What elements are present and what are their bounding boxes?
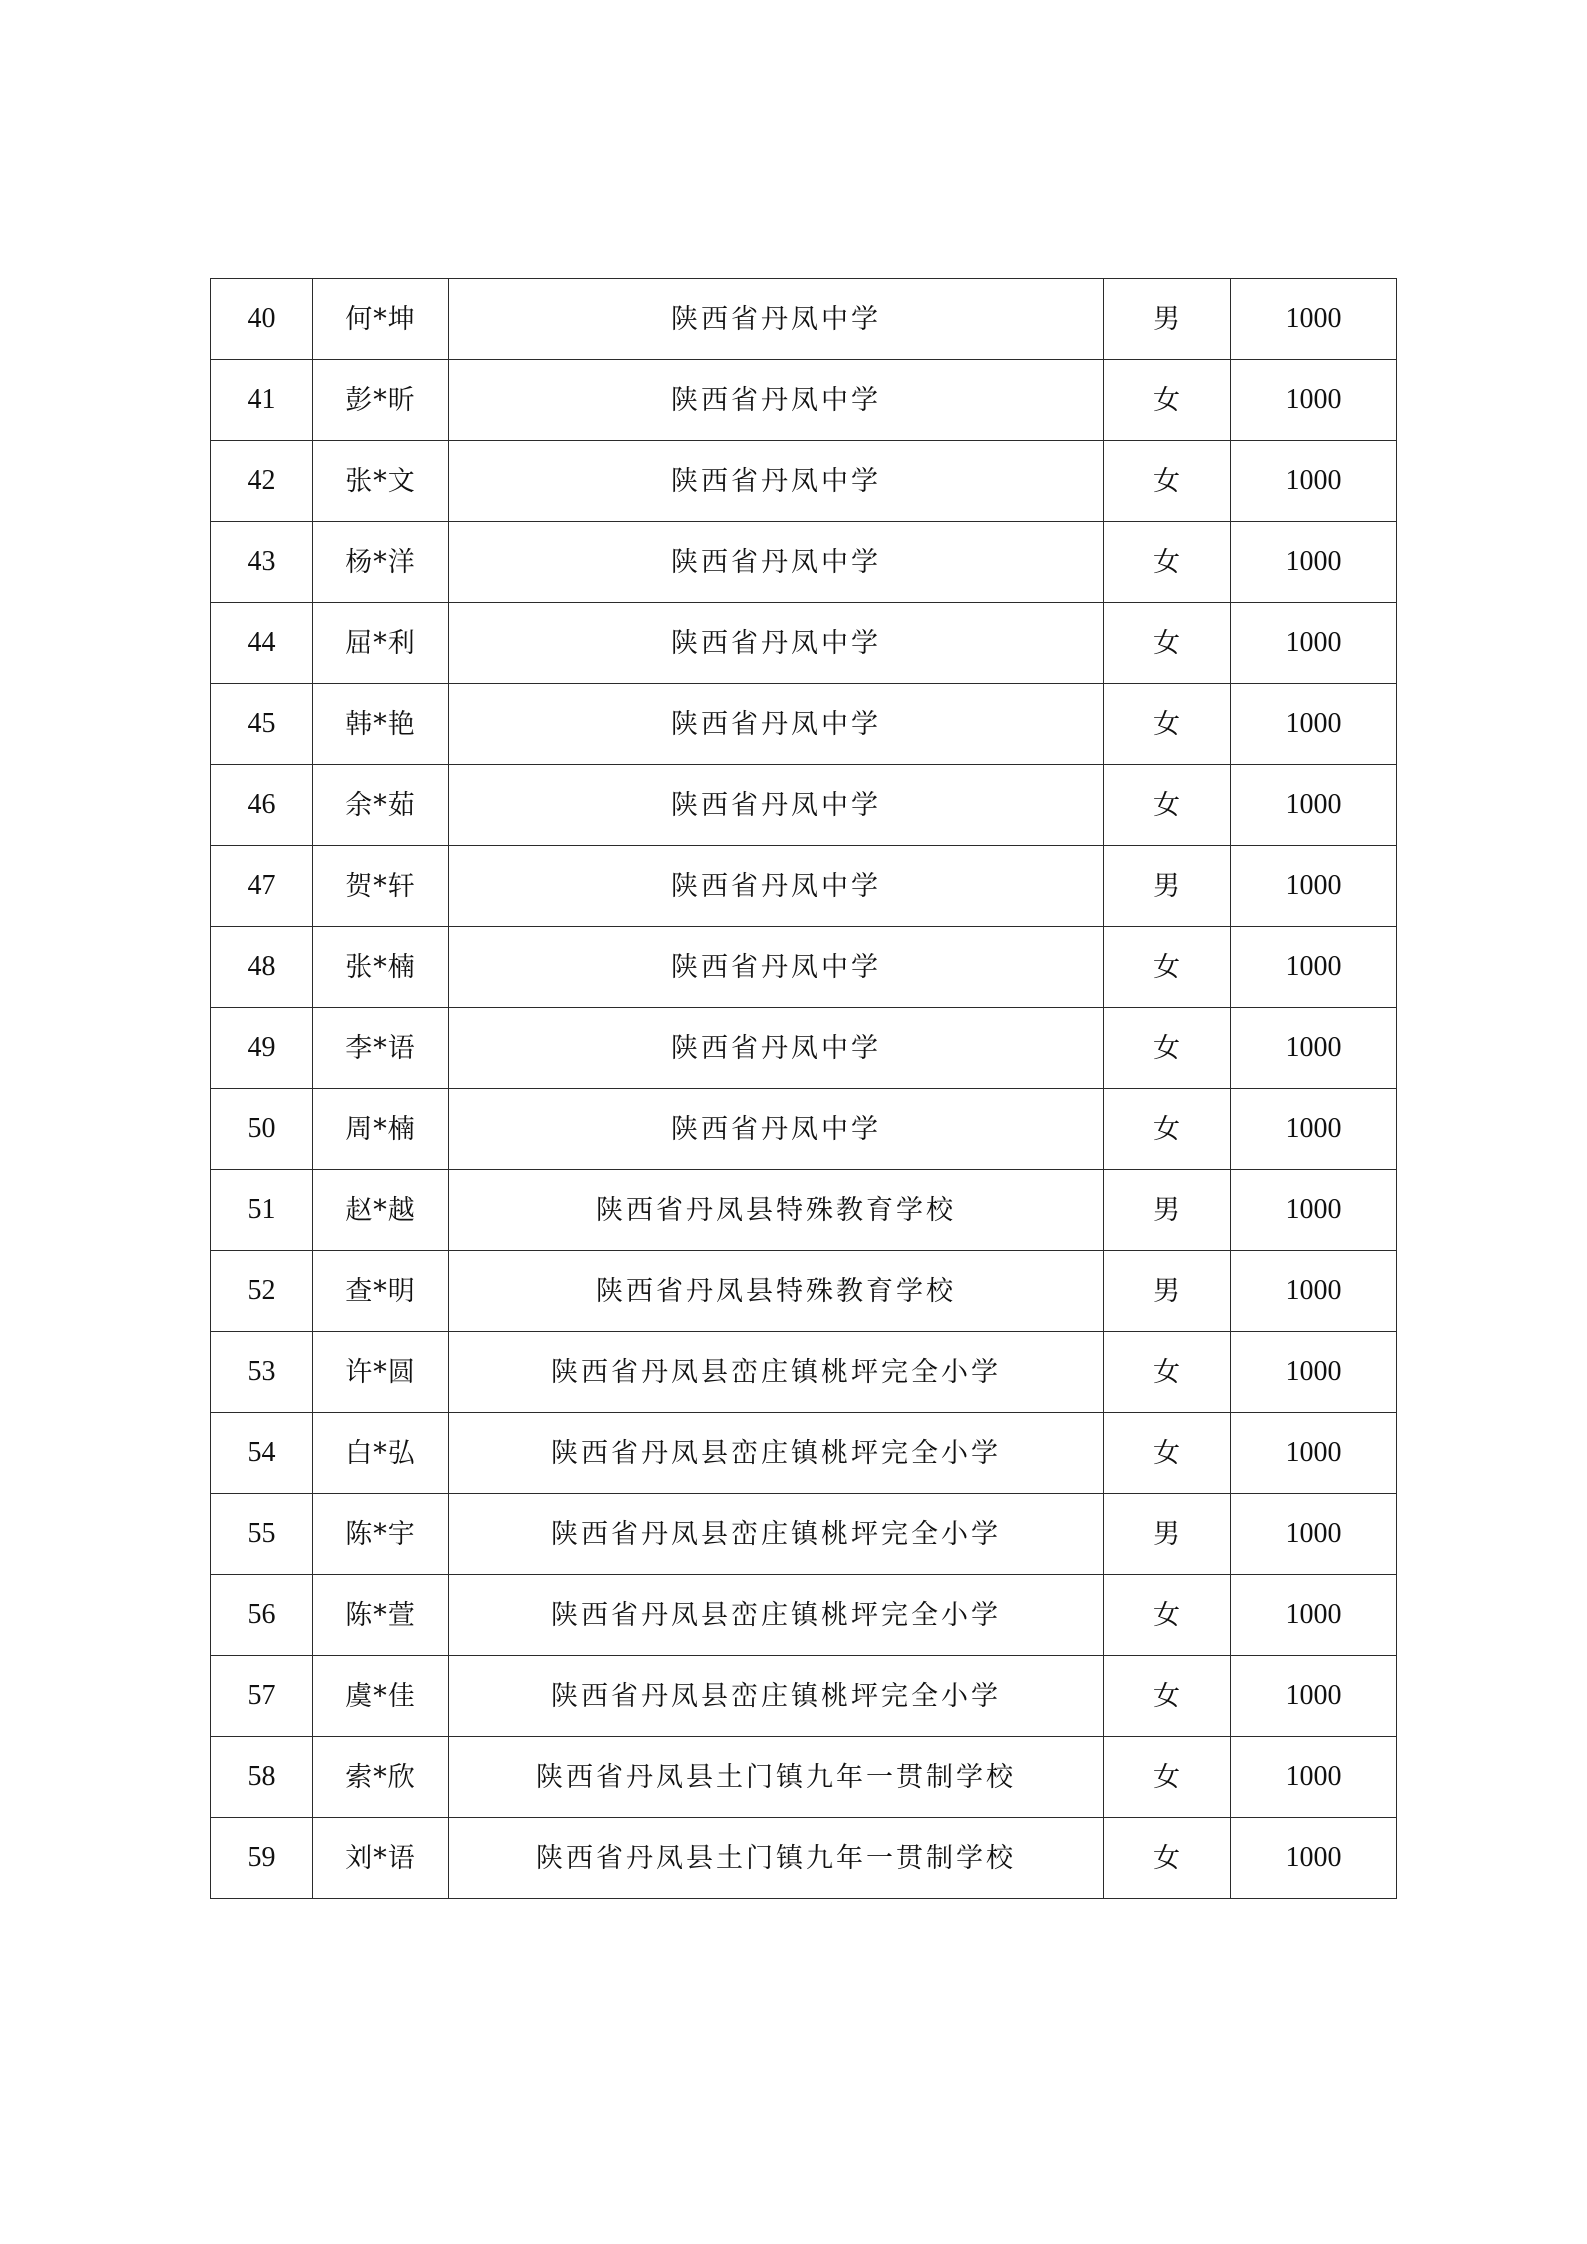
- table-row: [211, 1251, 1397, 1332]
- school-name-cell: 陕西省丹凤中学: [449, 1089, 1104, 1170]
- amount-cell: 1000: [1231, 522, 1397, 603]
- school-name-cell: 陕西省丹凤中学: [449, 927, 1104, 1008]
- gender-cell: 女: [1104, 522, 1231, 603]
- table-row: [211, 1089, 1397, 1170]
- table-row: [211, 927, 1397, 1008]
- table-row: [211, 441, 1397, 522]
- table-row: [211, 684, 1397, 765]
- table-row: [211, 522, 1397, 603]
- table-row: [211, 1575, 1397, 1656]
- school-name-cell: 陕西省丹凤县土门镇九年一贯制学校: [449, 1818, 1104, 1899]
- student-name-cell: 查*明: [313, 1251, 449, 1332]
- gender-cell: 女: [1104, 603, 1231, 684]
- row-index-cell: 46: [211, 765, 313, 846]
- student-name-cell: 许*圆: [313, 1332, 449, 1413]
- gender-cell: 女: [1104, 1008, 1231, 1089]
- table-row: [211, 1413, 1397, 1494]
- amount-cell: 1000: [1231, 1494, 1397, 1575]
- gender-cell: 女: [1104, 1332, 1231, 1413]
- school-name-cell: 陕西省丹凤中学: [449, 279, 1104, 360]
- amount-cell: 1000: [1231, 1575, 1397, 1656]
- student-name-cell: 陈*萱: [313, 1575, 449, 1656]
- gender-cell: 女: [1104, 684, 1231, 765]
- amount-cell: 1000: [1231, 1008, 1397, 1089]
- gender-cell: 女: [1104, 1656, 1231, 1737]
- amount-cell: 1000: [1231, 279, 1397, 360]
- table-row: [211, 1737, 1397, 1818]
- gender-cell: 女: [1104, 1413, 1231, 1494]
- school-name-cell: 陕西省丹凤中学: [449, 441, 1104, 522]
- amount-cell: 1000: [1231, 927, 1397, 1008]
- student-name-cell: 白*弘: [313, 1413, 449, 1494]
- gender-cell: 女: [1104, 1575, 1231, 1656]
- amount-cell: 1000: [1231, 441, 1397, 522]
- gender-cell: 女: [1104, 360, 1231, 441]
- school-name-cell: 陕西省丹凤中学: [449, 846, 1104, 927]
- gender-cell: 男: [1104, 846, 1231, 927]
- gender-cell: 女: [1104, 441, 1231, 522]
- amount-cell: 1000: [1231, 684, 1397, 765]
- row-index-cell: 40: [211, 279, 313, 360]
- row-index-cell: 42: [211, 441, 313, 522]
- row-index-cell: 53: [211, 1332, 313, 1413]
- table-row: [211, 279, 1397, 360]
- school-name-cell: 陕西省丹凤中学: [449, 684, 1104, 765]
- school-name-cell: 陕西省丹凤县特殊教育学校: [449, 1170, 1104, 1251]
- amount-cell: 1000: [1231, 1818, 1397, 1899]
- row-index-cell: 51: [211, 1170, 313, 1251]
- student-name-cell: 张*楠: [313, 927, 449, 1008]
- row-index-cell: 54: [211, 1413, 313, 1494]
- row-index-cell: 49: [211, 1008, 313, 1089]
- row-index-cell: 59: [211, 1818, 313, 1899]
- amount-cell: 1000: [1231, 603, 1397, 684]
- gender-cell: 男: [1104, 1494, 1231, 1575]
- gender-cell: 女: [1104, 1818, 1231, 1899]
- student-name-cell: 何*坤: [313, 279, 449, 360]
- row-index-cell: 45: [211, 684, 313, 765]
- gender-cell: 女: [1104, 927, 1231, 1008]
- table-row: [211, 603, 1397, 684]
- row-index-cell: 44: [211, 603, 313, 684]
- row-index-cell: 58: [211, 1737, 313, 1818]
- amount-cell: 1000: [1231, 765, 1397, 846]
- row-index-cell: 48: [211, 927, 313, 1008]
- table-row: [211, 765, 1397, 846]
- school-name-cell: 陕西省丹凤县峦庄镇桃坪完全小学: [449, 1494, 1104, 1575]
- amount-cell: 1000: [1231, 1170, 1397, 1251]
- table-row: [211, 846, 1397, 927]
- school-name-cell: 陕西省丹凤县峦庄镇桃坪完全小学: [449, 1575, 1104, 1656]
- school-name-cell: 陕西省丹凤中学: [449, 1008, 1104, 1089]
- gender-cell: 女: [1104, 765, 1231, 846]
- table-row: [211, 1494, 1397, 1575]
- row-index-cell: 41: [211, 360, 313, 441]
- amount-cell: 1000: [1231, 1251, 1397, 1332]
- gender-cell: 男: [1104, 1251, 1231, 1332]
- student-name-cell: 余*茹: [313, 765, 449, 846]
- school-name-cell: 陕西省丹凤县土门镇九年一贯制学校: [449, 1737, 1104, 1818]
- student-name-cell: 索*欣: [313, 1737, 449, 1818]
- amount-cell: 1000: [1231, 360, 1397, 441]
- row-index-cell: 50: [211, 1089, 313, 1170]
- table-row: [211, 1332, 1397, 1413]
- school-name-cell: 陕西省丹凤中学: [449, 603, 1104, 684]
- school-name-cell: 陕西省丹凤中学: [449, 360, 1104, 441]
- student-name-cell: 彭*昕: [313, 360, 449, 441]
- student-name-cell: 杨*洋: [313, 522, 449, 603]
- student-name-cell: 屈*利: [313, 603, 449, 684]
- student-name-cell: 虞*佳: [313, 1656, 449, 1737]
- student-name-cell: 刘*语: [313, 1818, 449, 1899]
- student-name-cell: 周*楠: [313, 1089, 449, 1170]
- amount-cell: 1000: [1231, 1089, 1397, 1170]
- amount-cell: 1000: [1231, 1737, 1397, 1818]
- table-row: [211, 1008, 1397, 1089]
- table-row: [211, 1170, 1397, 1251]
- amount-cell: 1000: [1231, 1332, 1397, 1413]
- gender-cell: 女: [1104, 1089, 1231, 1170]
- amount-cell: 1000: [1231, 1656, 1397, 1737]
- student-roster-table: [210, 278, 1397, 1899]
- row-index-cell: 56: [211, 1575, 313, 1656]
- row-index-cell: 55: [211, 1494, 313, 1575]
- table-row: [211, 360, 1397, 441]
- table-row: [211, 1818, 1397, 1899]
- amount-cell: 1000: [1231, 1413, 1397, 1494]
- student-name-cell: 李*语: [313, 1008, 449, 1089]
- roster-body: [211, 279, 1397, 1899]
- row-index-cell: 52: [211, 1251, 313, 1332]
- row-index-cell: 47: [211, 846, 313, 927]
- gender-cell: 男: [1104, 1170, 1231, 1251]
- student-name-cell: 张*文: [313, 441, 449, 522]
- school-name-cell: 陕西省丹凤中学: [449, 522, 1104, 603]
- student-name-cell: 贺*轩: [313, 846, 449, 927]
- school-name-cell: 陕西省丹凤县特殊教育学校: [449, 1251, 1104, 1332]
- gender-cell: 男: [1104, 279, 1231, 360]
- amount-cell: 1000: [1231, 846, 1397, 927]
- school-name-cell: 陕西省丹凤县峦庄镇桃坪完全小学: [449, 1656, 1104, 1737]
- school-name-cell: 陕西省丹凤县峦庄镇桃坪完全小学: [449, 1332, 1104, 1413]
- student-name-cell: 韩*艳: [313, 684, 449, 765]
- student-name-cell: 陈*宇: [313, 1494, 449, 1575]
- row-index-cell: 57: [211, 1656, 313, 1737]
- table-row: [211, 1656, 1397, 1737]
- school-name-cell: 陕西省丹凤县峦庄镇桃坪完全小学: [449, 1413, 1104, 1494]
- school-name-cell: 陕西省丹凤中学: [449, 765, 1104, 846]
- student-name-cell: 赵*越: [313, 1170, 449, 1251]
- gender-cell: 女: [1104, 1737, 1231, 1818]
- row-index-cell: 43: [211, 522, 313, 603]
